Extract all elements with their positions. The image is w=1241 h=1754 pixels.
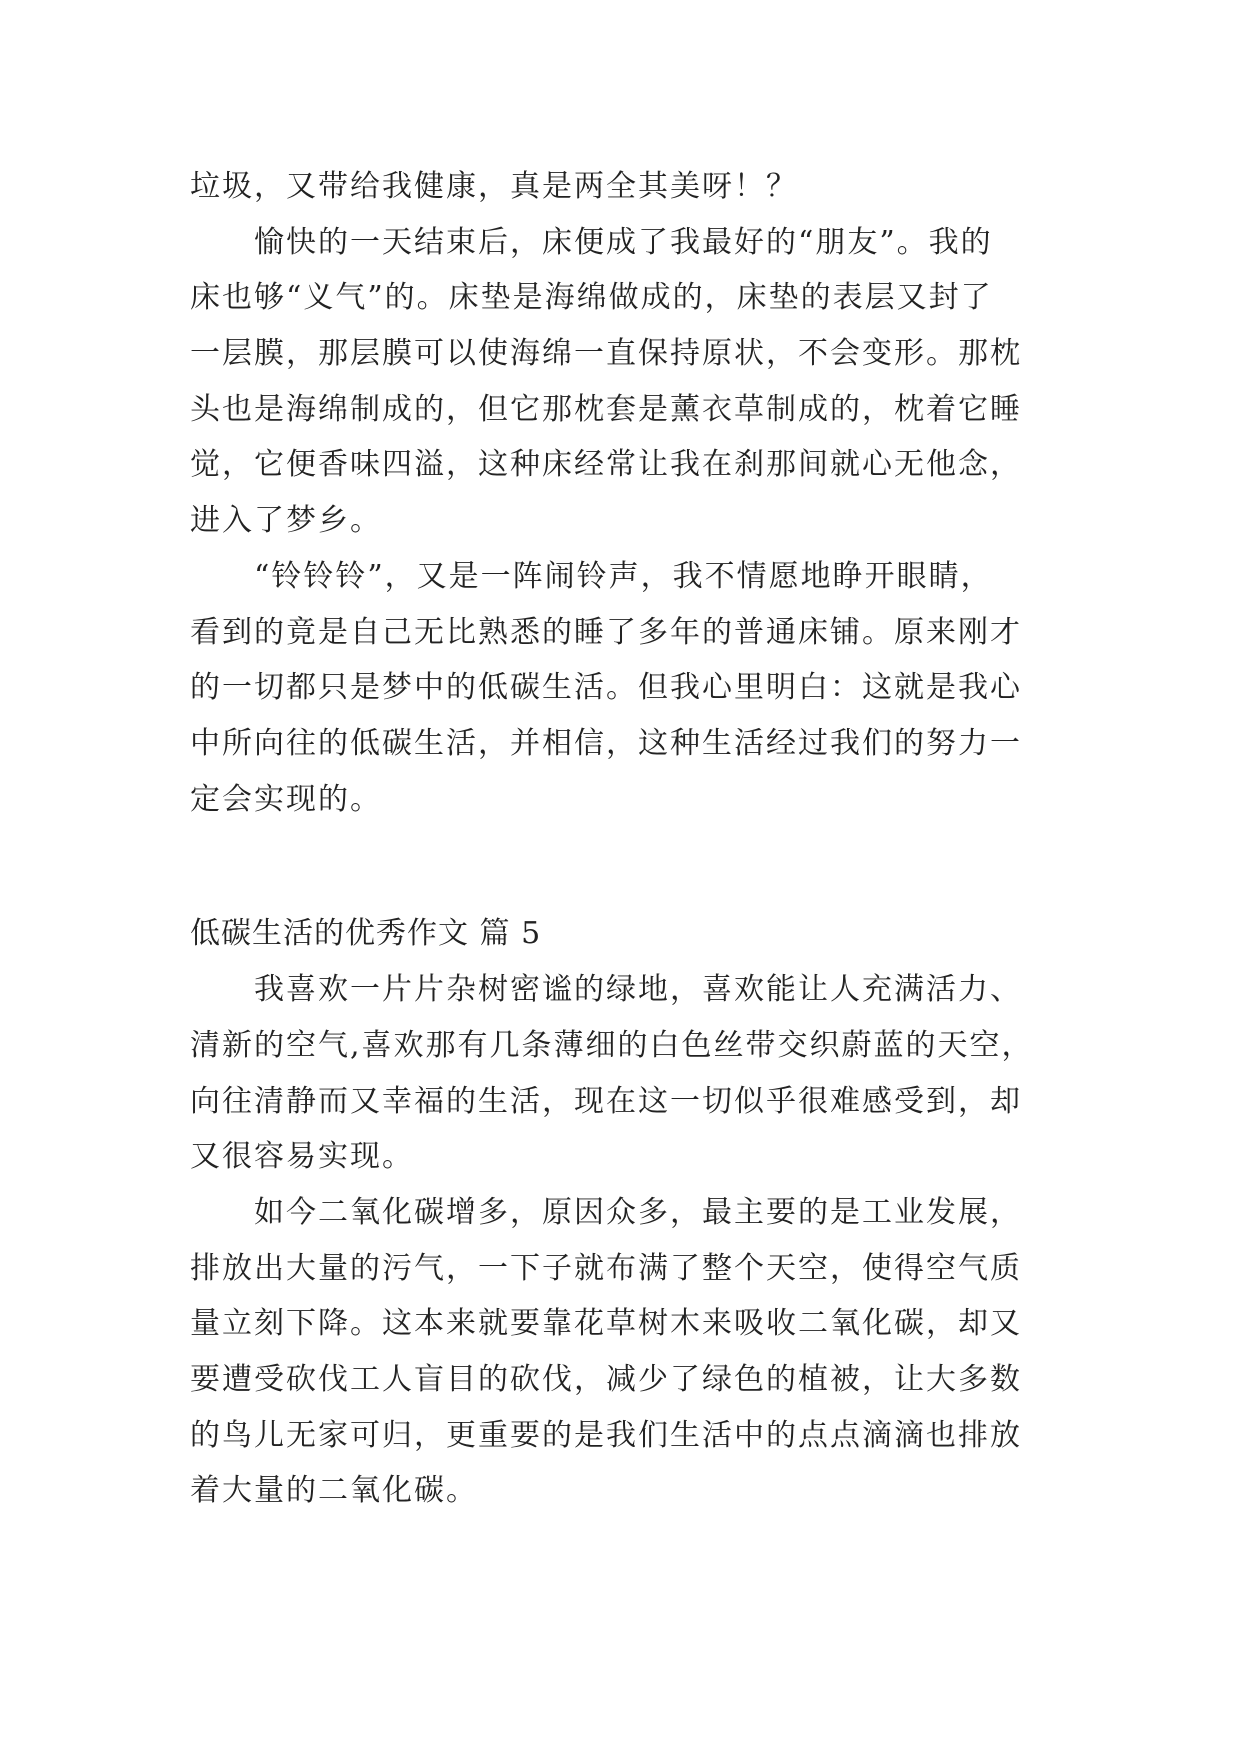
text-line: 量立刻下降。这本来就要靠花草树木来吸收二氧化碳，却又 xyxy=(190,1306,1022,1342)
text-line: 向往清静而又幸福的生活，现在这一切似乎很难感受到，却 xyxy=(190,1083,1022,1119)
text-line: 一层膜，那层膜可以使海绵一直保持原状，不会变形。那枕 xyxy=(190,336,1022,372)
text-line: 如今二氧化碳增多，原因众多，最主要的是工业发展， xyxy=(254,1195,1022,1230)
text-line: 愉快的一天结束后，床便成了我最好的“朋友”。我的 xyxy=(254,224,993,260)
text-line: 垃圾，又带给我健康，真是两全其美呀！？ xyxy=(190,169,798,204)
text-line: 床也够“义气”的。床垫是海绵做成的，床垫的表层又封了 xyxy=(190,280,993,316)
section-heading: 低碳生活的优秀作文 篇 5 xyxy=(190,916,542,952)
paragraph-bed xyxy=(190,215,1090,549)
text-line: 看到的竟是自己无比熟悉的睡了多年的普通床铺。原来刚才 xyxy=(190,614,1022,650)
paragraph-continuation xyxy=(190,159,1090,215)
text-line: 进入了梦乡。 xyxy=(190,503,382,539)
text-line: 着大量的二氧化碳。 xyxy=(190,1473,478,1509)
paragraph-co2 xyxy=(190,1185,1090,1519)
text-line: 中所向往的低碳生活，并相信，这种生活经过我们的努力一 xyxy=(190,725,1022,761)
paragraph-alarm xyxy=(190,549,1090,827)
text-line: 排放出大量的污气，一下子就布满了整个天空，使得空气质 xyxy=(190,1250,1022,1286)
text-line: 清新的空气,喜欢那有几条薄细的白色丝带交织蔚蓝的天空， xyxy=(190,1027,1034,1063)
text-line: 头也是海绵制成的，但它那枕套是薰衣草制成的，枕着它睡 xyxy=(190,391,1022,427)
text-line: 觉，它便香味四溢，这种床经常让我在刹那间就心无他念， xyxy=(190,447,1022,483)
text-line: 定会实现的。 xyxy=(190,781,382,817)
document-body xyxy=(190,159,1090,1519)
text-line: “铃铃铃”，又是一阵闹铃声，我不情愿地睁开眼睛， xyxy=(254,558,993,594)
text-line: 又很容易实现。 xyxy=(190,1139,414,1175)
text-line: 的一切都只是梦中的低碳生活。但我心里明白：这就是我心 xyxy=(190,670,1022,706)
text-line: 我喜欢一片片杂树密谧的绿地，喜欢能让人充满活力、 xyxy=(254,972,1022,1008)
paragraph-greenland xyxy=(190,962,1090,1185)
text-line: 要遭受砍伐工人盲目的砍伐，减少了绿色的植被，让大多数 xyxy=(190,1362,1022,1398)
text-line: 的鸟儿无家可归，更重要的是我们生活中的点点滴滴也排放 xyxy=(190,1417,1022,1453)
